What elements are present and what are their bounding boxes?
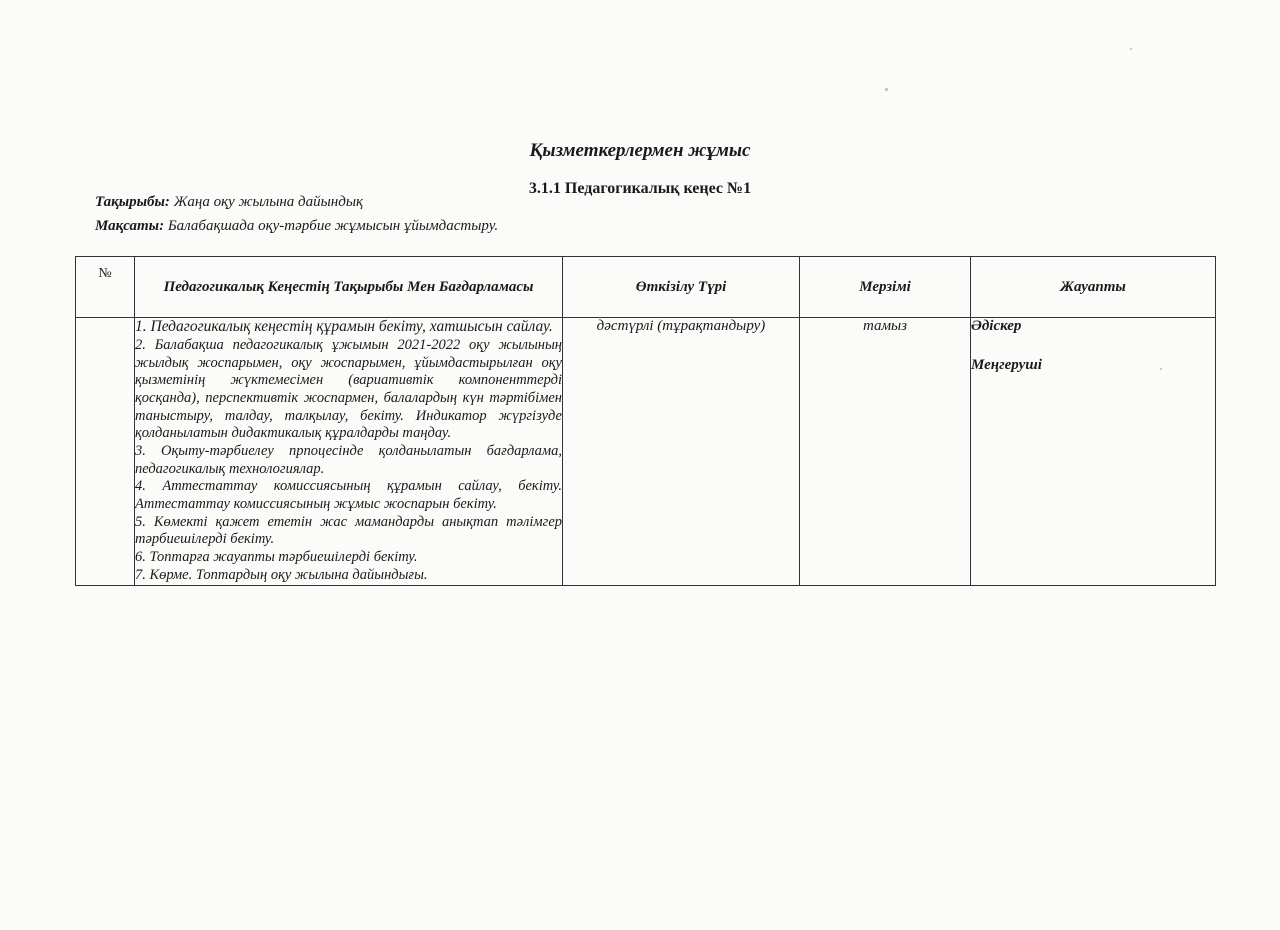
header-topic: Педагогикалық Кеңестің Тақырыбы Мен Бағдарламасы bbox=[135, 257, 563, 318]
agenda-cell bbox=[135, 318, 563, 586]
agenda-item-2: 2. Балабақша педагогикалық ұжымын 2021-2022 оқу жылының жылдық жоспарымен, оқу жоспарымен, ұйымдастырылған оқу қызметінің жүктемесімен (вариативтік компоненттерді қосқанда), перспективтік жоспармен, балалардың күн тәртібімен таныстыру, талдау, талқылау, бекіту. Индикатор жүргізуде қолданылатын дидактикалық құралдарды таңдау. bbox=[135, 336, 562, 442]
header-term: Мерзімі bbox=[800, 257, 971, 318]
page-title: Қызметкерлермен жұмыс bbox=[529, 140, 751, 161]
agenda-item-1: 1. Педагогикалық кеңестің құрамын бекіту, хатшысын сайлау. bbox=[135, 318, 553, 335]
council-heading: 3.1.1 Педагогикалық кеңес №1 bbox=[528, 180, 752, 197]
responsible-methodist: Әдіскер bbox=[971, 318, 1022, 334]
goal-value: Балабақшада оқу-тәрбие жұмысын ұйымдастыру. bbox=[167, 218, 499, 234]
agenda-item-4: 4. Аттестаттау комиссиясының құрамын сайлау, бекіту. Аттестаттау комиссиясының жұмыс жоспарын бекіту. bbox=[135, 478, 562, 513]
responsible-head: Меңгеруші bbox=[971, 357, 1042, 373]
responsible-cell bbox=[971, 318, 1216, 586]
agenda-item-3: 3. Оқыту-тәрбиелеу прпоцесінде қолданылатын бағдарлама, педагогикалық технологиялар. bbox=[135, 443, 562, 477]
header-type: Өткізілу Түрі bbox=[563, 257, 800, 318]
topic-line bbox=[95, 194, 363, 211]
term-cell: тамыз bbox=[800, 318, 971, 586]
council-plan-table bbox=[75, 256, 1216, 586]
table-header-row bbox=[76, 257, 1216, 318]
agenda-item-6: 6. Топтарға жауапты тәрбиешілерді бекіту. bbox=[135, 549, 418, 566]
scan-speck bbox=[885, 88, 888, 91]
agenda-item-7: 7. Көрме. Топтардың оқу жылына дайындығы. bbox=[135, 566, 428, 583]
goal-label: Мақсаты: bbox=[95, 218, 165, 234]
goal-line bbox=[95, 218, 498, 235]
topic-label: Тақырыбы: bbox=[95, 194, 170, 210]
agenda-item-5: 5. Көмекті қажет ететін жас мамандарды анықтап тәлімгер тәрбиешілерді бекіту. bbox=[135, 513, 562, 548]
header-responsible: Жауапты bbox=[971, 257, 1216, 318]
header-number: № bbox=[76, 257, 135, 318]
holding-type-cell: дәстүрлі (тұрақтандыру) bbox=[563, 318, 800, 586]
row-number-cell bbox=[76, 318, 135, 586]
table-row bbox=[76, 318, 1216, 586]
topic-value: Жаңа оқу жылына дайындық bbox=[173, 194, 363, 210]
scan-speck bbox=[1130, 48, 1132, 50]
